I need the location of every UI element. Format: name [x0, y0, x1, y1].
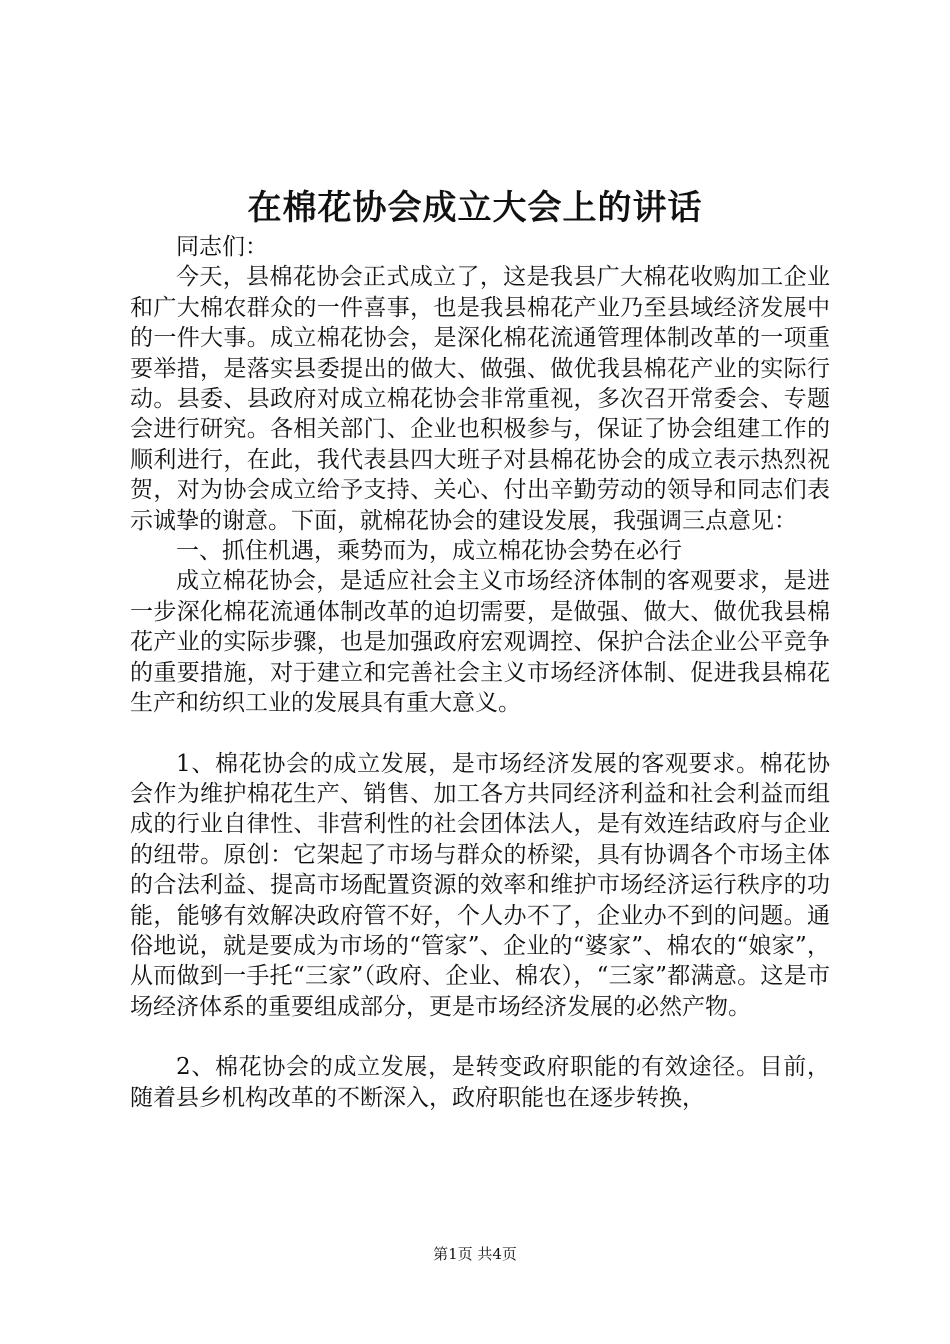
document-title: 在棉花协会成立大会上的讲话: [247, 188, 703, 228]
paragraph-spacer: [130, 1022, 830, 1052]
page-footer: 第1页 共4页: [433, 1245, 517, 1263]
paragraph-spacer: [130, 719, 830, 749]
salutation: 同志们：: [176, 234, 268, 260]
body-paragraph: 1、棉花协会的成立发展，是市场经济发展的客观要求。棉花协会作为维护棉花生产、销售、加工各方共同经济利益和社会利益而组成的行业自律性、非营利性的社会团体法人，是有效连结政府与企业的纽带。原创：它架起了市场与群众的桥梁，具有协调各个市场主体的合法利益、提高市场配置资源的效率和维护市场经济运行秩序的功能，能够有效解决政府管不好，个人办不了，企业办不到的问题。通俗地说，就是要成为市场的“管家”、企业的“婆家”、棉农的“娘家”，从而做到一手托“三家”（政府、企业、棉农），“三家”都满意。这是市场经济体系的重要组成部分，更是市场经济发展的必然产物。: [130, 750, 830, 1020]
body-paragraph: 成立棉花协会，是适应社会主义市场经济体制的客观要求，是进一步深化棉花流通体制改革的迫切需要，是做强、做大、做优我县棉花产业的实际步骤，也是加强政府宏观调控、保护合法企业公平竞争的重要措施，对于建立和完善社会主义市场经济体制、促进我县棉花生产和纺织工业的发展具有重大意义。: [130, 568, 830, 717]
document-body: [130, 232, 830, 1113]
body-paragraph: 今天，县棉花协会正式成立了，这是我县广大棉花收购加工企业和广大棉农群众的一件喜事，也是我县棉花产业乃至县域经济发展中的一件大事。成立棉花协会，是深化棉花流通管理体制改革的一项重要举措，是落实县委提出的做大、做强、做优我县棉花产业的实际行动。县委、县政府对成立棉花协会非常重视，多次召开常委会、专题会进行研究。各相关部门、企业也积极参与，保证了协会组建工作的顺利进行，在此，我代表县四大班子对县棉花协会的成立表示热烈祝贺，对为协会成立给予支持、关心、付出辛勤劳动的领导和同志们表示诚挚的谢意。下面，就棉花协会的建设发展，我强调三点意见：: [130, 264, 830, 534]
section-heading: 一、抓住机遇，乘势而为，成立棉花协会势在必行: [176, 538, 682, 565]
body-paragraph: 2、棉花协会的成立发展，是转变政府职能的有效途径。目前，随着县乡机构改革的不断深入，政府职能也在逐步转换，: [130, 1054, 830, 1111]
